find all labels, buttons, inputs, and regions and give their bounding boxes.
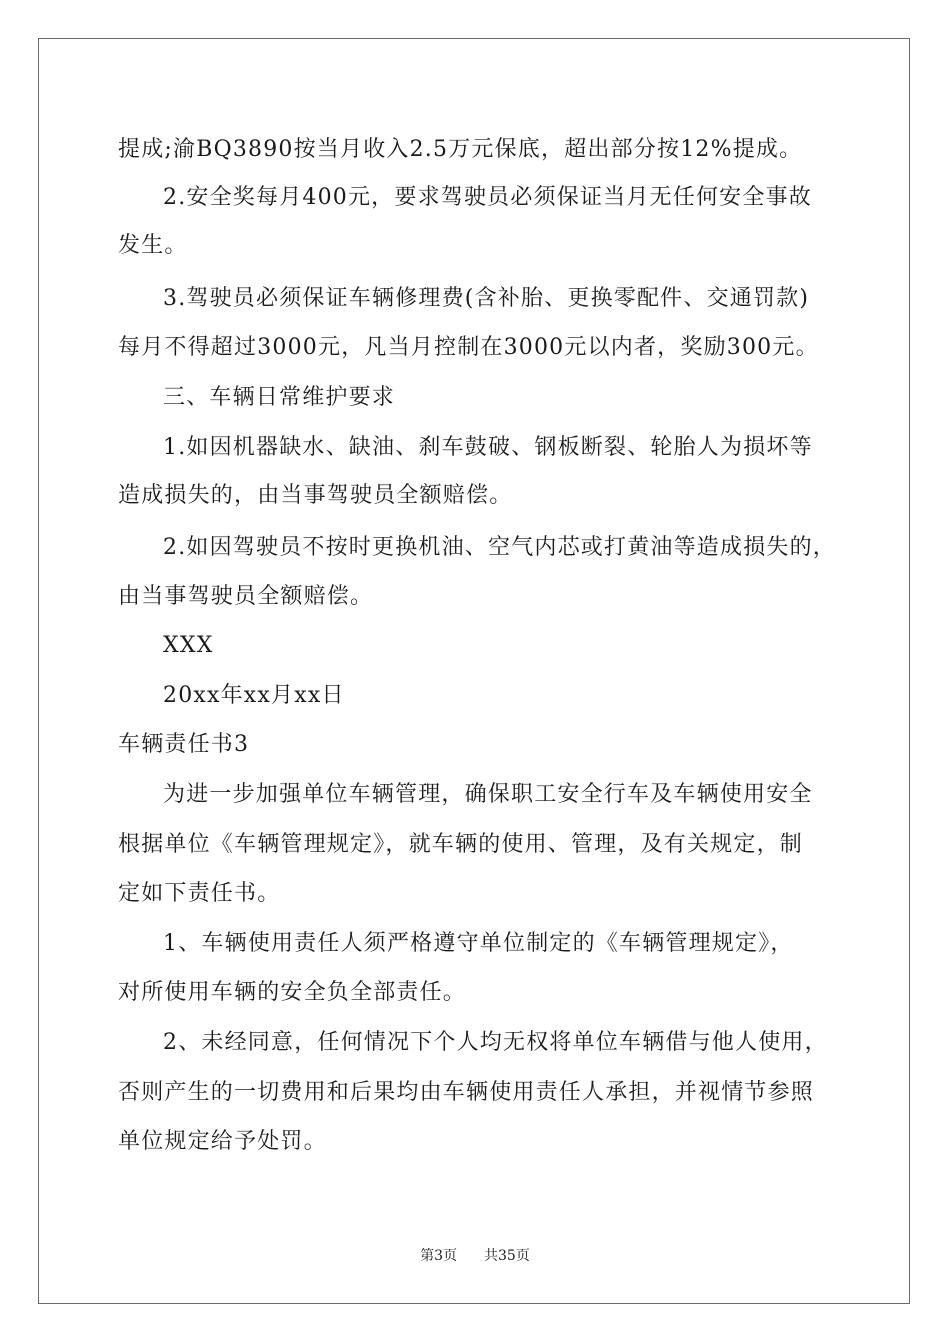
- text-line: 由当事驾驶员全额赔偿。: [118, 584, 374, 609]
- text-line: 每月不得超过3000元，凡当月控制在3000元以内者，奖励300元。: [118, 335, 819, 360]
- signature-name: XXX: [163, 633, 214, 658]
- page-total: 共35页: [484, 1248, 530, 1264]
- text-line: 根据单位《车辆管理规定》，就车辆的使用、管理，及有关规定，制: [118, 832, 804, 857]
- text-line: 2.安全奖每月400元，要求驾驶员必须保证当月无任何安全事故: [163, 185, 812, 210]
- text-line: 为进一步加强单位车辆管理，确保职工安全行车及车辆使用安全: [163, 782, 813, 807]
- document-title: 车辆责任书3: [118, 732, 250, 757]
- page-number: 第3页: [420, 1248, 458, 1264]
- page-border: [38, 38, 910, 1304]
- text-line: 1、车辆使用责任人须严格遵守单位制定的《车辆管理规定》，: [163, 931, 794, 956]
- text-line: 2、未经同意，任何情况下个人均无权将单位车辆借与他人使用，: [163, 1030, 828, 1055]
- signature-date: 20xx年xx月xx日: [163, 683, 345, 708]
- text-line: 发生。: [118, 233, 188, 258]
- text-line: 造成损失的，由当事驾驶员全额赔偿。: [118, 483, 513, 508]
- text-line: 定如下责任书。: [118, 881, 281, 906]
- section-heading: 三、车辆日常维护要求: [163, 385, 396, 410]
- text-line: 2.如因驾驶员不按时更换机油、空气内芯或打黄油等造成损失的，: [163, 535, 836, 560]
- text-line: 1.如因机器缺水、缺油、刹车鼓破、钢板断裂、轮胎人为损坏等: [163, 435, 813, 460]
- text-line: 3.驾驶员必须保证车辆修理费(含补胎、更换零配件、交通罚款): [163, 286, 810, 311]
- page-footer: [0, 1247, 950, 1265]
- text-line: 否则产生的一切费用和后果均由车辆使用责任人承担，并视情节参照: [118, 1080, 815, 1105]
- text-line: 提成;渝BQ3890按当月收入2.5万元保底，超出部分按12%提成。: [118, 137, 803, 162]
- text-line: 单位规定给予处罚。: [118, 1129, 327, 1154]
- text-line: 对所使用车辆的安全负全部责任。: [118, 980, 467, 1005]
